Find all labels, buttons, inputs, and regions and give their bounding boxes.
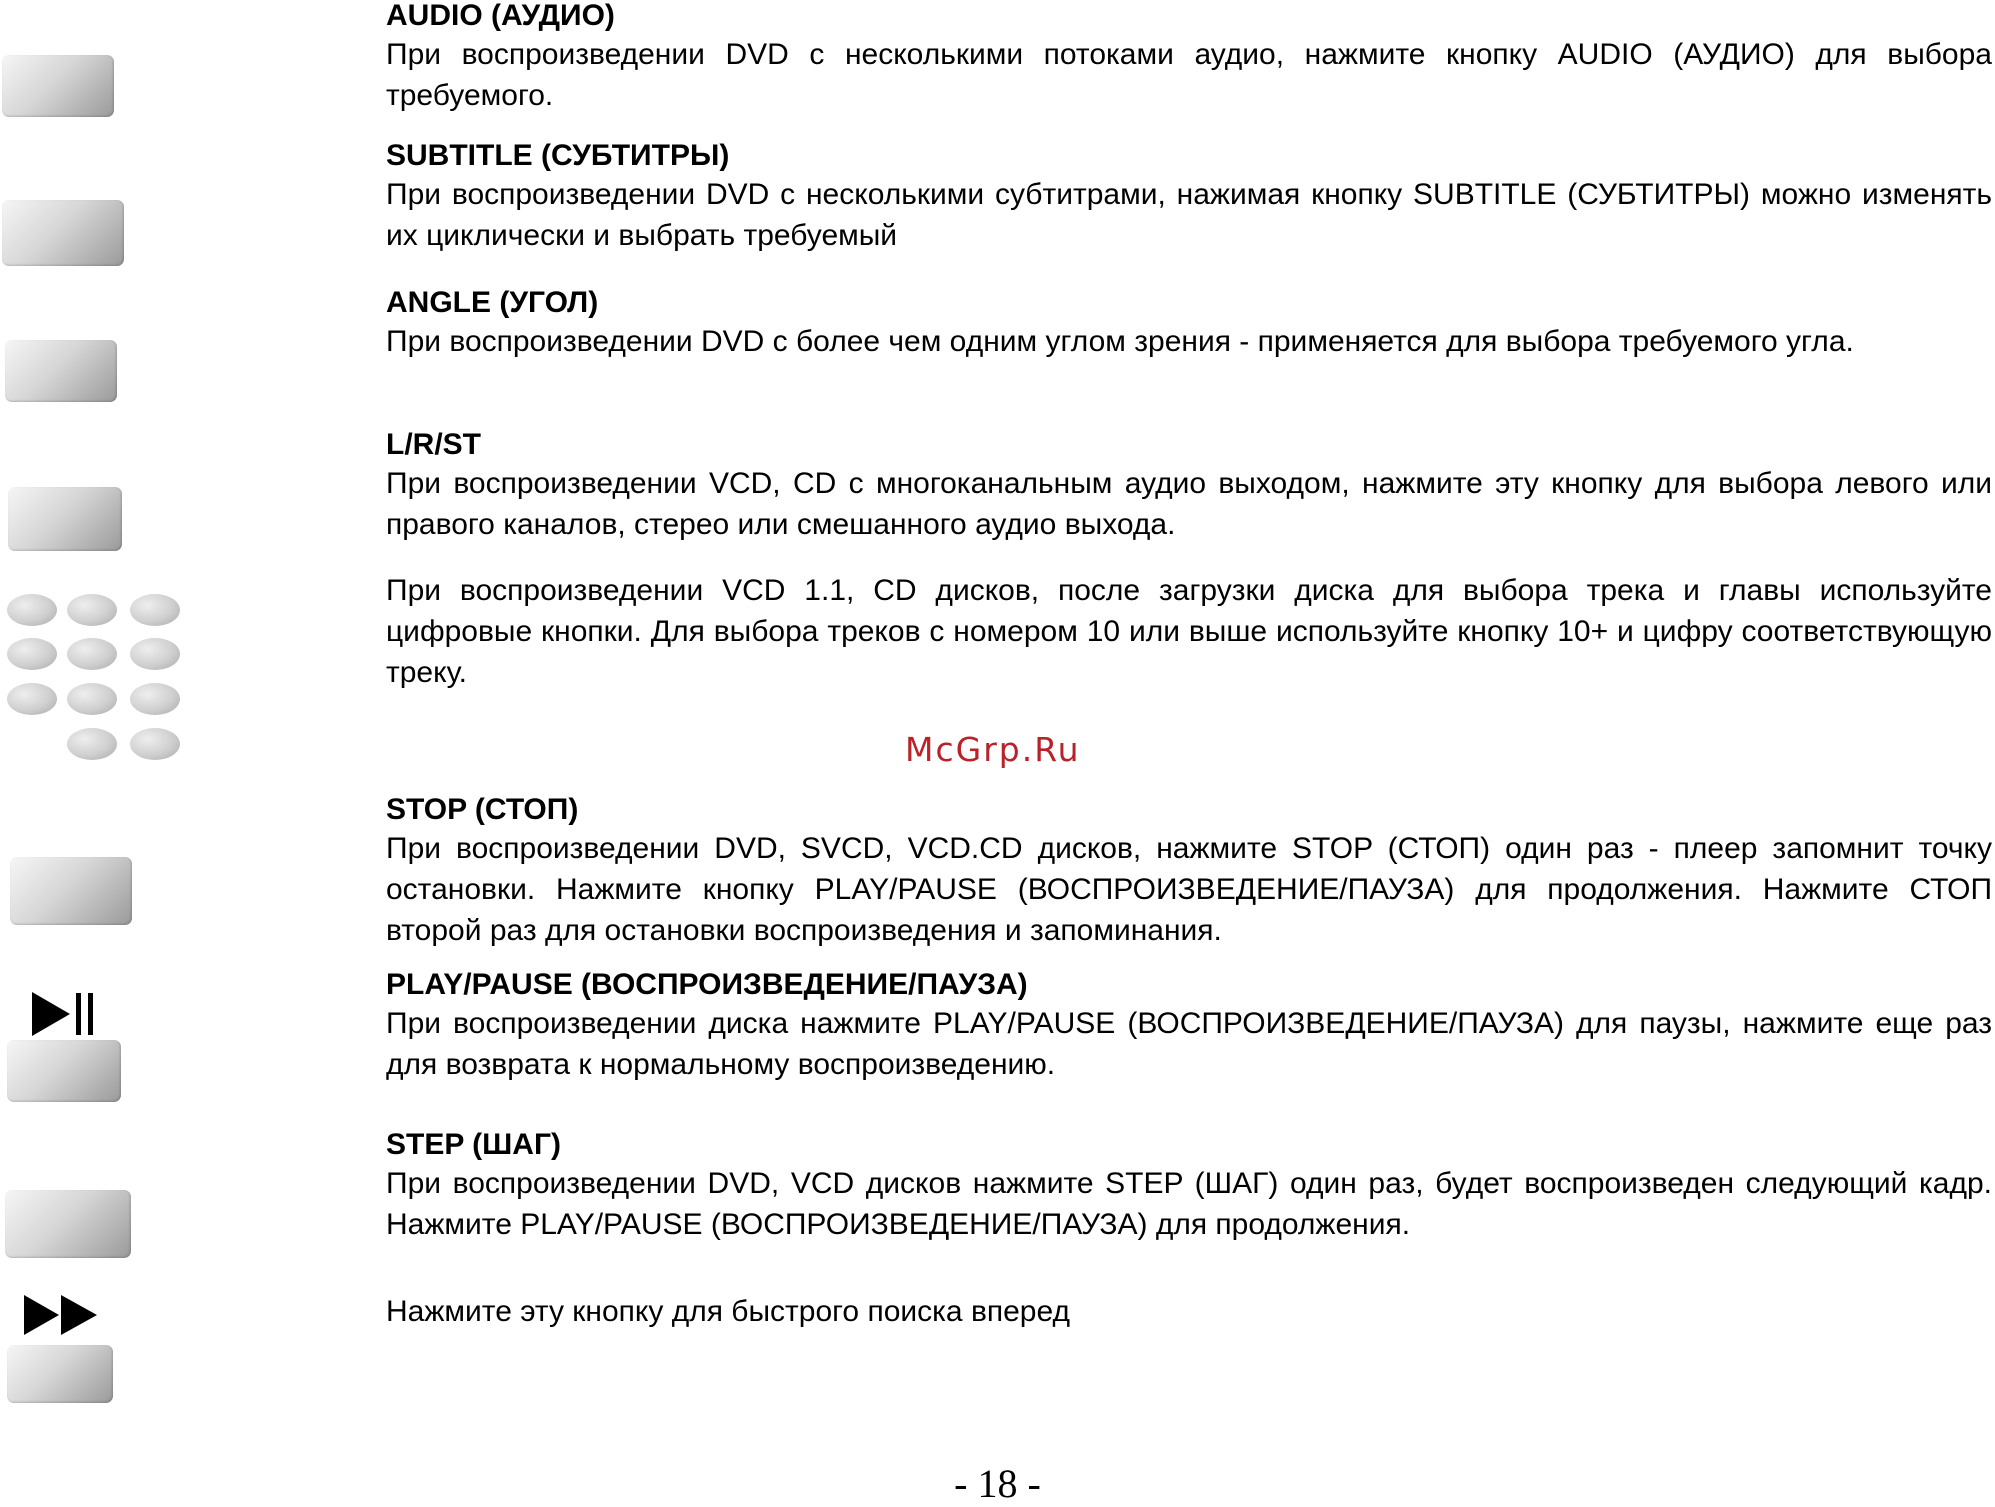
- fastforward-description: Нажмите эту кнопку для быстрого поиска вперед: [386, 1295, 1071, 1328]
- page-number: - 18 -: [954, 1461, 1041, 1506]
- subtitle-description: При воспроизведении DVD с несколькими субтитрами, нажимая кнопку SUBTITLE (СУБТИТРЫ) можно изменять их циклически и выбрать требуемый: [386, 178, 1992, 252]
- lrst-description: При воспроизведении VCD, CD с многоканальным аудио выходом, нажмите эту кнопку для выбора левого или правого каналов, стерео или смешанного аудио выхода.: [386, 467, 1992, 541]
- angle-button-image: [5, 340, 117, 402]
- play-pause-button-image: [7, 1040, 121, 1102]
- digit-key: [67, 594, 117, 626]
- playpause-section: [386, 967, 1992, 1085]
- subtitle-button-image: [2, 200, 124, 266]
- lrst-button-image: [8, 487, 122, 551]
- digit-key: [130, 683, 180, 715]
- digit-key: [67, 728, 117, 760]
- audio-section: [386, 0, 1992, 116]
- digit-key: [7, 594, 57, 626]
- digit-key: [130, 728, 180, 760]
- watermark: McGrp.Ru: [905, 730, 1081, 769]
- audio-description: При воспроизведении DVD с несколькими потоками аудио, нажмите кнопку AUDIO (АУДИО) для выбора требуемого.: [386, 38, 1992, 112]
- digit-key: [130, 594, 180, 626]
- digits-description: При воспроизведении VCD 1.1, CD дисков, после загрузки диска для выбора трека и главы используйте цифровые кнопки. Для выбора треков с номером 10 или выше используйте кнопку 10+ и цифру соответствующую треку.: [386, 574, 1992, 689]
- lrst-section: [386, 427, 1992, 545]
- step-button-image: [5, 1190, 131, 1258]
- digit-key: [67, 638, 117, 670]
- digit-key: [7, 638, 57, 670]
- digits-section: [386, 570, 1992, 693]
- subtitle-heading: SUBTITLE (СУБТИТРЫ): [386, 139, 730, 172]
- stop-description: При воспроизведении DVD, SVCD, VCD.CD дисков, нажмите STOP (СТОП) один раз - плеер запомнит точку остановки. Нажмите кнопку PLAY/PAUSE (ВОСПРОИЗВЕДЕНИЕ/ПАУЗА) для продолжения. Нажмите СТОП второй раз для остановки воспроизведения и запоминания.: [386, 832, 1992, 947]
- playpause-heading: PLAY/PAUSE (ВОСПРОИЗВЕДЕНИЕ/ПАУЗА): [386, 968, 1028, 1001]
- digit-key: [130, 638, 180, 670]
- subtitle-section: [386, 138, 1992, 256]
- stop-heading: STOP (СТОП): [386, 793, 579, 826]
- play-pause-icon: [30, 990, 100, 1038]
- fast-forward-button-image: [7, 1345, 113, 1403]
- angle-heading: ANGLE (УГОЛ): [386, 286, 599, 319]
- audio-button-image: [2, 55, 114, 117]
- stop-section: [386, 792, 1992, 951]
- digit-key: [67, 683, 117, 715]
- fast-forward-icon: [23, 1294, 99, 1336]
- step-section: [386, 1127, 1992, 1245]
- angle-description: При воспроизведении DVD с более чем одним углом зрения - применяется для выбора требуемого угла.: [386, 325, 1854, 358]
- playpause-description: При воспроизведении диска нажмите PLAY/PAUSE (ВОСПРОИЗВЕДЕНИЕ/ПАУЗА) для паузы, нажмите еще раз для возврата к нормальному воспроизведению.: [386, 1007, 1992, 1081]
- fastforward-section: [386, 1291, 1992, 1332]
- lrst-heading: L/R/ST: [386, 428, 481, 461]
- step-heading: STEP (ШАГ): [386, 1128, 561, 1161]
- angle-section: [386, 285, 1992, 362]
- digit-key: [7, 683, 57, 715]
- audio-heading: AUDIO (АУДИО): [386, 0, 615, 32]
- stop-button-image: [10, 857, 132, 925]
- step-description: При воспроизведении DVD, VCD дисков нажмите STEP (ШАГ) один раз, будет воспроизведен следующий кадр. Нажмите PLAY/PAUSE (ВОСПРОИЗВЕДЕНИЕ/ПАУЗА) для продолжения.: [386, 1167, 1992, 1241]
